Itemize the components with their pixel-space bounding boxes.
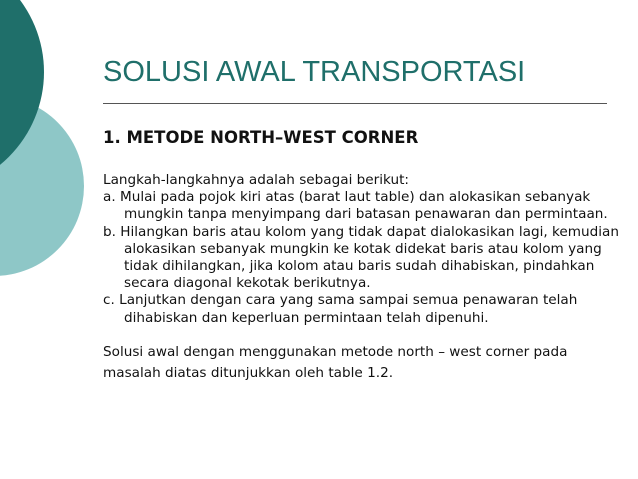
step-b: b. Hilangkan baris atau kolom yang tidak dapat dialokasikan lagi, kemudian alokasikan sebanyak mungkin ke kotak didekat baris atau kolom yang tidak dihilangkan, jika kolom atau baris sudah dihabiskan, pindahkan secara diagonal kekotak berikutnya. — [103, 223, 619, 292]
spacer — [103, 327, 628, 342]
slide-body — [103, 172, 628, 384]
slide-title: SOLUSI AWAL TRANSPORTASI — [103, 56, 526, 88]
step-c: c. Lanjutkan dengan cara yang sama sampai semua penawaran telah dihabiskan dan keperluan permintaan telah dipenuhi. — [103, 292, 578, 326]
title-divider — [103, 103, 607, 104]
section-heading: 1. METODE NORTH–WEST CORNER — [103, 128, 419, 147]
closing-text: Solusi awal dengan menggunakan metode north – west corner pada masalah diatas ditunjukkan oleh table 1.2. — [103, 343, 568, 381]
intro-text: Langkah-langkahnya adalah sebagai berikut: — [103, 172, 410, 188]
step-a: a. Mulai pada pojok kiri atas (barat laut table) dan alokasikan sebanyak mungkin tanpa menyimpang dari batasan penawaran dan permintaan. — [103, 189, 608, 223]
